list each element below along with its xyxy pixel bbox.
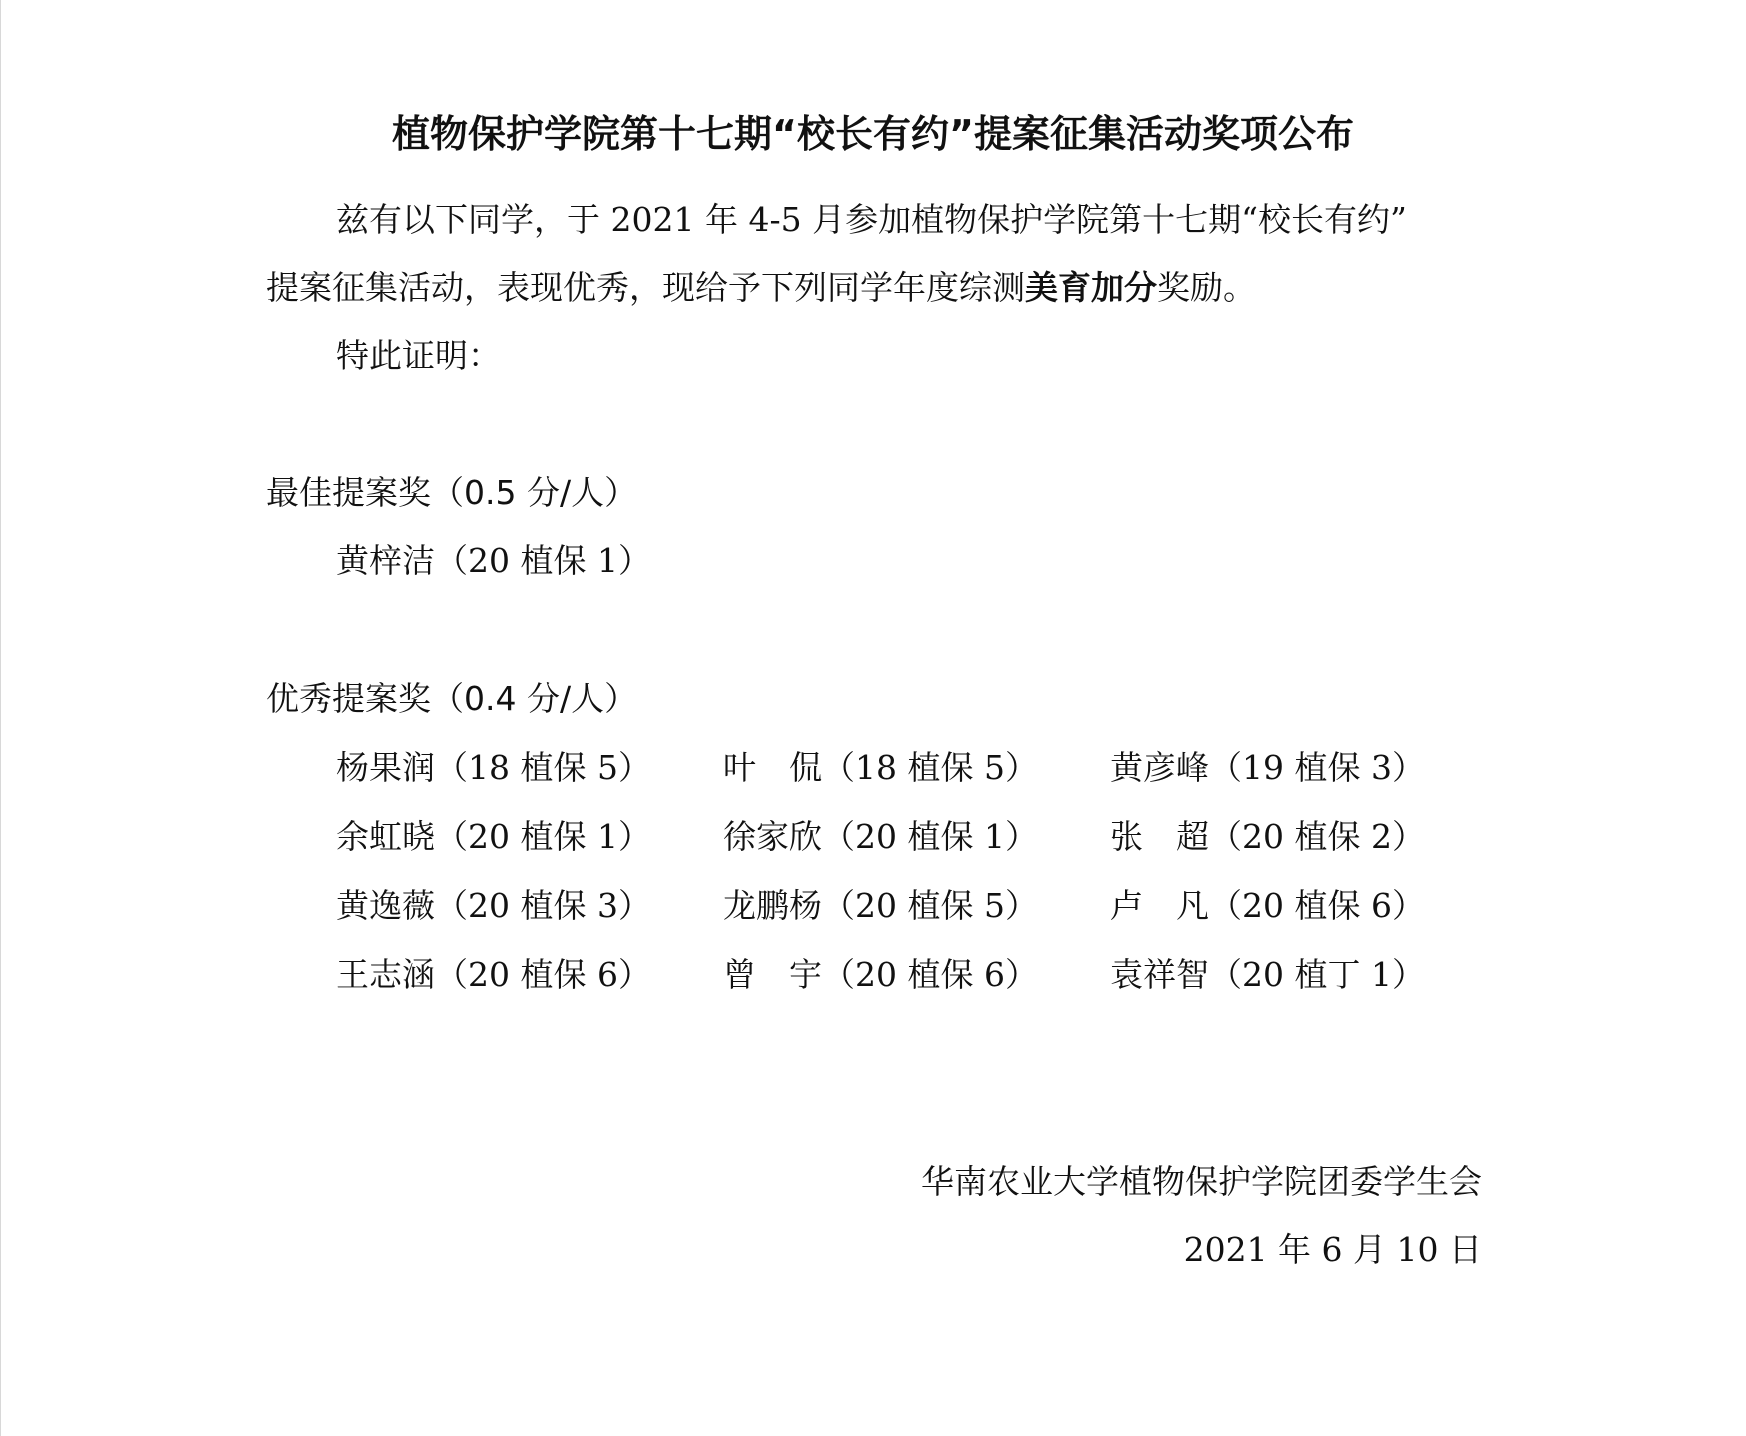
winner-entry: 张 超（20 植保 2） (1110, 817, 1425, 856)
excellent-winners-list (336, 745, 1486, 1021)
winner-entry: 黄逸薇（20 植保 3） (336, 886, 651, 925)
intro-line-2 (266, 265, 1256, 311)
winner-entry: 黄彦峰（19 植保 3） (1110, 748, 1425, 787)
winner-entry: 王志涵（20 植保 6） (336, 955, 651, 994)
best-proposal-award-heading: 最佳提案奖（0.5 分/人） (266, 473, 638, 512)
best-proposal-winner: 黄梓洁（20 植保 1） (336, 541, 651, 580)
page-edge-rule (0, 0, 1, 1436)
winner-entry: 叶 侃（18 植保 5） (723, 748, 1038, 787)
signature-organization: 华南农业大学植物保护学院团委学生会 (921, 1162, 1482, 1201)
winner-entry: 曾 宇（20 植保 6） (723, 955, 1038, 994)
winner-entry: 杨果润（18 植保 5） (336, 748, 651, 787)
winner-entry: 龙鹏杨（20 植保 5） (723, 886, 1038, 925)
winner-entry: 徐家欣（20 植保 1） (723, 817, 1038, 856)
winner-entry: 袁祥智（20 植丁 1） (1110, 955, 1425, 994)
excellent-proposal-award-heading: 优秀提案奖（0.4 分/人） (266, 679, 638, 718)
winner-entry: 卢 凡（20 植保 6） (1110, 886, 1425, 925)
intro-text-end: 奖励。 (1157, 268, 1256, 307)
document-title: 植物保护学院第十七期“校长有约”提案征集活动奖项公布 (392, 112, 1354, 156)
certify-text: 特此证明： (336, 336, 501, 375)
winner-entry: 余虹晓（20 植保 1） (336, 817, 651, 856)
document-date: 2021 年 6 月 10 日 (1183, 1230, 1482, 1269)
highlighted-bonus: 美育加分 (1025, 268, 1157, 307)
intro-text-start: 提案征集活动，表现优秀，现给予下列同学年度综测 (266, 268, 1025, 307)
intro-line-1: 兹有以下同学，于 2021 年 4-5 月参加植物保护学院第十七期“校长有约” (336, 200, 1407, 239)
